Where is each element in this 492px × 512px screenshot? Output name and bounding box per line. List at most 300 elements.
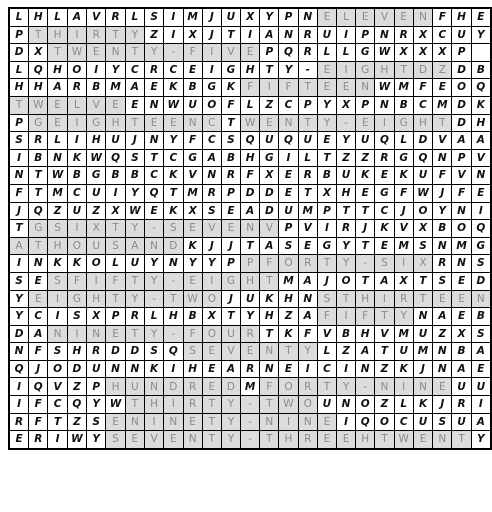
grid-cell: G (394, 149, 413, 167)
grid-cell: V (433, 132, 452, 150)
grid-cell: X (413, 255, 432, 273)
grid-cell: K (48, 255, 67, 273)
grid-cell: S (317, 290, 336, 308)
grid-cell: Q (471, 79, 491, 97)
grid-cell: R (145, 61, 164, 79)
grid-cell: I (67, 132, 86, 150)
grid-cell: C (145, 167, 164, 185)
grid-cell: W (67, 431, 86, 449)
grid-cell: Y (336, 255, 355, 273)
grid-cell: I (279, 149, 298, 167)
grid-cell: L (9, 61, 29, 79)
grid-cell: U (125, 255, 144, 273)
grid-cell: O (375, 413, 394, 431)
grid-cell: F (279, 79, 298, 97)
grid-cell: - (356, 255, 375, 273)
grid-cell: J (221, 237, 240, 255)
grid-cell: D (413, 61, 432, 79)
grid-cell: N (375, 96, 394, 114)
grid-cell: S (106, 237, 125, 255)
grid-cell: T (413, 272, 432, 290)
grid-cell: E (202, 378, 221, 396)
grid-cell: A (221, 360, 240, 378)
grid-cell: E (298, 237, 317, 255)
grid-cell: Q (279, 44, 298, 62)
grid-cell: T (241, 237, 260, 255)
grid-cell: Q (375, 132, 394, 150)
grid-cell: Y (164, 132, 183, 150)
grid-cell: C (394, 413, 413, 431)
grid-cell: H (241, 272, 260, 290)
grid-cell: S (413, 237, 432, 255)
grid-cell: K (279, 325, 298, 343)
grid-cell: N (413, 8, 432, 26)
grid-cell: U (87, 184, 106, 202)
grid-cell: Q (145, 184, 164, 202)
grid-cell: S (433, 272, 452, 290)
grid-cell: J (29, 360, 48, 378)
grid-cell: G (356, 44, 375, 62)
grid-cell: G (29, 114, 48, 132)
grid-cell: T (375, 343, 394, 361)
grid-cell: E (471, 184, 491, 202)
grid-cell: T (164, 290, 183, 308)
grid-cell: Y (125, 184, 144, 202)
grid-cell: G (29, 220, 48, 238)
grid-cell: J (202, 237, 221, 255)
grid-cell: W (413, 184, 432, 202)
grid-cell: Z (433, 61, 452, 79)
grid-cell: W (279, 396, 298, 414)
grid-cell: F (183, 132, 202, 150)
grid-cell: X (394, 44, 413, 62)
grid-cell: O (279, 255, 298, 273)
grid-cell: R (394, 290, 413, 308)
grid-cell: N (241, 220, 260, 238)
grid-cell: B (29, 149, 48, 167)
grid-cell: P (9, 26, 29, 44)
grid-cell: N (279, 26, 298, 44)
grid-cell: Y (9, 308, 29, 326)
grid-cell: T (125, 325, 144, 343)
grid-cell: K (394, 167, 413, 185)
grid-cell: T (394, 61, 413, 79)
grid-cell: D (164, 378, 183, 396)
grid-cell: N (356, 360, 375, 378)
grid-cell: Y (317, 96, 336, 114)
grid-cell: E (471, 8, 491, 26)
grid-cell: I (471, 396, 491, 414)
grid-cell: Y (336, 378, 355, 396)
grid-cell: T (106, 26, 125, 44)
grid-cell: H (29, 79, 48, 97)
grid-cell: C (202, 132, 221, 150)
grid-row (9, 202, 491, 220)
grid-cell: K (394, 360, 413, 378)
grid-cell: Y (433, 202, 452, 220)
grid-cell: L (298, 149, 317, 167)
grid-row (9, 114, 491, 132)
grid-cell: J (202, 26, 221, 44)
grid-cell: D (413, 132, 432, 150)
grid-cell: H (87, 290, 106, 308)
grid-cell: C (375, 202, 394, 220)
grid-cell: N (9, 167, 29, 185)
grid-cell: B (125, 167, 144, 185)
grid-cell: I (471, 202, 491, 220)
grid-cell: I (48, 308, 67, 326)
grid-cell: A (260, 237, 279, 255)
grid-cell: E (202, 360, 221, 378)
grid-cell: A (471, 132, 491, 150)
grid-cell: F (29, 343, 48, 361)
grid-cell: W (125, 202, 144, 220)
grid-cell: N (125, 360, 144, 378)
grid-cell: V (221, 44, 240, 62)
grid-cell: T (260, 61, 279, 79)
grid-cell: E (9, 431, 29, 449)
grid-cell: B (183, 79, 202, 97)
grid-cell: X (87, 308, 106, 326)
grid-cell: B (87, 79, 106, 97)
grid-cell: M (452, 237, 471, 255)
grid-cell: Y (317, 114, 336, 132)
grid-cell: A (298, 272, 317, 290)
grid-cell: Y (241, 308, 260, 326)
grid-cell: T (48, 413, 67, 431)
grid-cell: T (202, 396, 221, 414)
grid-cell: N (356, 79, 375, 97)
grid-cell: R (87, 343, 106, 361)
grid-cell: U (413, 325, 432, 343)
grid-cell: J (221, 290, 240, 308)
grid-cell: X (336, 96, 355, 114)
grid-row (9, 396, 491, 414)
grid-cell: I (9, 149, 29, 167)
grid-cell: Z (87, 202, 106, 220)
grid-cell: Y (260, 8, 279, 26)
grid-cell: V (452, 167, 471, 185)
grid-cell: A (125, 79, 144, 97)
grid-cell: Y (145, 325, 164, 343)
grid-cell: I (375, 290, 394, 308)
grid-row (9, 79, 491, 97)
grid-cell: J (125, 132, 144, 150)
grid-cell: T (106, 290, 125, 308)
grid-cell: Q (471, 220, 491, 238)
grid-cell: U (413, 413, 432, 431)
grid-cell: P (356, 96, 375, 114)
grid-cell: E (279, 184, 298, 202)
grid-cell: U (298, 132, 317, 150)
grid-cell: D (241, 184, 260, 202)
grid-cell: E (452, 272, 471, 290)
grid-row (9, 272, 491, 290)
grid-cell: Y (221, 431, 240, 449)
grid-cell: T (260, 325, 279, 343)
grid-cell: Q (413, 149, 432, 167)
grid-cell: B (183, 308, 202, 326)
grid-cell: U (413, 167, 432, 185)
grid-cell: M (413, 343, 432, 361)
grid-cell: E (317, 132, 336, 150)
grid-cell: E (317, 431, 336, 449)
grid-cell: I (336, 308, 355, 326)
grid-row (9, 167, 491, 185)
grid-cell: Q (106, 149, 125, 167)
grid-cell: E (375, 167, 394, 185)
grid-cell: C (67, 184, 86, 202)
grid-cell: H (356, 431, 375, 449)
grid-cell: N (279, 114, 298, 132)
grid-cell: S (106, 431, 125, 449)
grid-cell: Q (279, 132, 298, 150)
grid-cell: V (221, 343, 240, 361)
grid-cell: J (9, 202, 29, 220)
grid-cell: L (394, 396, 413, 414)
grid-row (9, 343, 491, 361)
grid-cell: O (67, 237, 86, 255)
grid-cell: X (413, 26, 432, 44)
grid-cell: E (183, 272, 202, 290)
grid-cell: E (221, 220, 240, 238)
grid-cell: N (48, 149, 67, 167)
grid-cell: - (164, 44, 183, 62)
grid-cell: G (317, 237, 336, 255)
grid-cell: I (241, 26, 260, 44)
grid-cell: - (164, 272, 183, 290)
grid-cell: E (471, 360, 491, 378)
grid-cell: A (29, 325, 48, 343)
grid-cell: Z (356, 149, 375, 167)
grid-cell: S (67, 308, 86, 326)
grid-cell: Y (471, 431, 491, 449)
grid-cell: V (145, 431, 164, 449)
grid-cell: I (394, 255, 413, 273)
grid-cell: X (413, 220, 432, 238)
grid-cell: N (471, 167, 491, 185)
grid-cell: T (413, 290, 432, 308)
grid-cell: D (260, 202, 279, 220)
grid-cell: L (125, 8, 144, 26)
grid-cell: E (202, 343, 221, 361)
grid-cell: E (317, 79, 336, 97)
grid-cell: A (48, 79, 67, 97)
grid-cell: I (279, 413, 298, 431)
grid-cell: N (336, 396, 355, 414)
grid-cell: N (260, 360, 279, 378)
grid-cell: D (260, 184, 279, 202)
grid-cell: V (471, 149, 491, 167)
grid-cell: - (241, 413, 260, 431)
grid-cell: I (67, 114, 86, 132)
grid-cell: O (452, 220, 471, 238)
grid-cell: M (394, 79, 413, 97)
grid-cell: S (202, 202, 221, 220)
grid-cell: X (183, 26, 202, 44)
grid-cell: G (67, 290, 86, 308)
grid-cell: Z (67, 413, 86, 431)
grid-cell: F (183, 325, 202, 343)
grid-cell: V (87, 8, 106, 26)
grid-cell: I (336, 26, 355, 44)
grid-cell: Z (375, 396, 394, 414)
grid-row (9, 308, 491, 326)
grid-cell: A (375, 272, 394, 290)
grid-cell: E (106, 96, 125, 114)
grid-cell: G (260, 149, 279, 167)
grid-cell: S (48, 220, 67, 238)
grid-cell: J (433, 184, 452, 202)
grid-cell: N (375, 26, 394, 44)
grid-cell: I (375, 114, 394, 132)
grid-cell: R (29, 431, 48, 449)
grid-cell: E (279, 360, 298, 378)
grid-row (9, 61, 491, 79)
grid-cell: T (164, 184, 183, 202)
grid-cell: X (413, 44, 432, 62)
grid-cell: A (471, 343, 491, 361)
grid-cell: - (336, 114, 355, 132)
grid-cell: Y (202, 255, 221, 273)
grid-cell: N (29, 255, 48, 273)
grid-cell: N (48, 325, 67, 343)
grid-cell: E (241, 44, 260, 62)
grid-cell: I (9, 396, 29, 414)
grid-cell: L (241, 96, 260, 114)
grid-cell: J (413, 360, 432, 378)
grid-cell: E (413, 431, 432, 449)
grid-cell: R (241, 360, 260, 378)
grid-cell: Q (67, 396, 86, 414)
grid-cell: H (183, 360, 202, 378)
grid-cell: Z (375, 360, 394, 378)
grid-cell: Y (87, 431, 106, 449)
grid-cell: K (221, 79, 240, 97)
grid-cell: V (260, 220, 279, 238)
grid-cell: A (433, 308, 452, 326)
grid-cell: R (433, 255, 452, 273)
grid-cell: S (145, 343, 164, 361)
grid-cell: R (183, 378, 202, 396)
grid-cell: U (125, 378, 144, 396)
grid-cell: V (48, 378, 67, 396)
grid-cell: R (298, 255, 317, 273)
grid-cell: I (202, 44, 221, 62)
grid-cell: T (356, 272, 375, 290)
grid-cell: H (106, 378, 125, 396)
grid-cell: H (375, 61, 394, 79)
grid-cell: Y (87, 396, 106, 414)
grid-cell: E (87, 44, 106, 62)
grid-cell: G (394, 114, 413, 132)
grid-cell: Z (48, 202, 67, 220)
grid-cell: Y (106, 61, 125, 79)
grid-cell: R (87, 26, 106, 44)
grid-cell: L (394, 132, 413, 150)
grid-cell: S (471, 325, 491, 343)
grid-cell: M (433, 96, 452, 114)
grid-cell: F (106, 272, 125, 290)
grid-cell: O (202, 290, 221, 308)
grid-cell: T (317, 378, 336, 396)
grid-cell: T (48, 44, 67, 62)
grid-row (9, 360, 491, 378)
grid-cell: O (279, 378, 298, 396)
grid-cell: T (452, 431, 471, 449)
grid-cell: K (67, 255, 86, 273)
grid-cell: C (29, 308, 48, 326)
grid-cell: I (106, 184, 125, 202)
grid-cell: X (202, 308, 221, 326)
grid-cell: U (106, 132, 125, 150)
grid-cell: S (48, 272, 67, 290)
grid-cell: U (67, 202, 86, 220)
grid-cell: Q (241, 132, 260, 150)
grid-cell: R (452, 396, 471, 414)
grid-cell: F (241, 79, 260, 97)
grid-cell: E (48, 114, 67, 132)
grid-cell: I (48, 431, 67, 449)
grid-cell: K (356, 167, 375, 185)
grid-cell: S (9, 272, 29, 290)
grid-cell: Y (145, 44, 164, 62)
grid-cell: N (298, 8, 317, 26)
grid-cell: F (317, 308, 336, 326)
grid-cell: K (260, 290, 279, 308)
grid-cell: B (67, 167, 86, 185)
grid-cell: L (336, 44, 355, 62)
grid-cell: T (125, 272, 144, 290)
grid-cell: Q (164, 343, 183, 361)
grid-cell: T (336, 202, 355, 220)
grid-row (9, 290, 491, 308)
grid-cell: R (202, 184, 221, 202)
grid-cell: F (433, 8, 452, 26)
grid-cell: E (433, 378, 452, 396)
grid-cell: C (125, 61, 144, 79)
grid-cell: T (298, 184, 317, 202)
grid-cell: H (356, 325, 375, 343)
grid-cell: P (9, 114, 29, 132)
grid-cell: J (394, 202, 413, 220)
grid-cell: W (241, 114, 260, 132)
grid-cell: O (202, 96, 221, 114)
grid-cell: N (145, 378, 164, 396)
grid-cell: E (317, 413, 336, 431)
grid-cell: D (452, 96, 471, 114)
grid-cell: N (145, 237, 164, 255)
grid-cell: E (433, 79, 452, 97)
grid-cell: X (106, 202, 125, 220)
grid-cell: S (183, 343, 202, 361)
grid-cell: E (48, 96, 67, 114)
grid-cell: A (452, 360, 471, 378)
grid-cell: T (202, 431, 221, 449)
grid-cell: G (356, 61, 375, 79)
grid-cell: G (375, 184, 394, 202)
grid-cell: S (433, 413, 452, 431)
grid-cell: M (241, 378, 260, 396)
grid-cell: B (221, 149, 240, 167)
grid-cell: N (471, 290, 491, 308)
grid-row (9, 431, 491, 449)
grid-cell: X (183, 202, 202, 220)
grid-cell: B (106, 167, 125, 185)
grid-cell: I (202, 272, 221, 290)
grid-cell: D (452, 114, 471, 132)
grid-cell: D (125, 343, 144, 361)
